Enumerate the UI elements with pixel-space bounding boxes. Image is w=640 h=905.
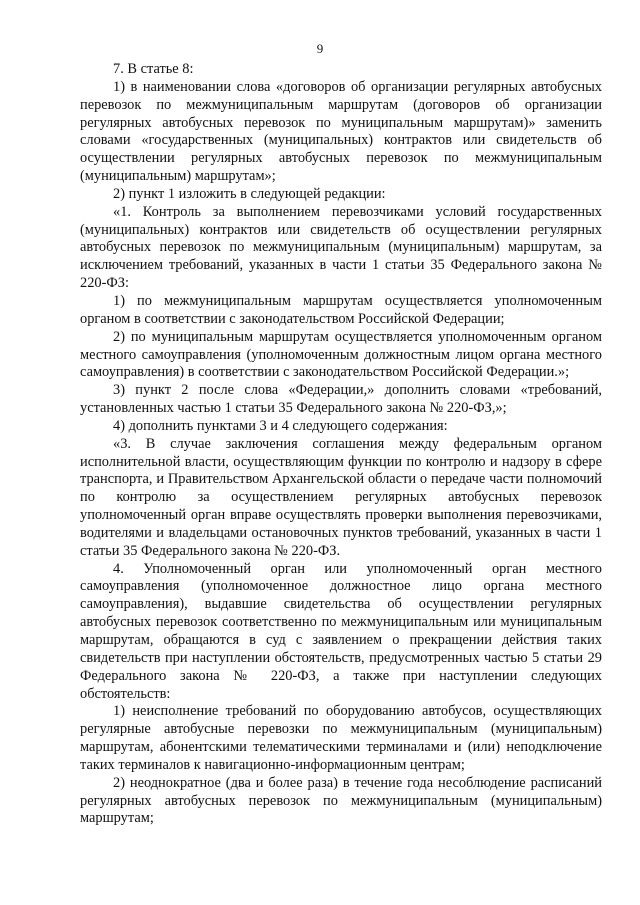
paragraph-point-4: 4. Уполномоченный орган или уполномоченный орган местного самоуправления (уполномоченное должностное лицо органа местного самоуправления), выдавшие свидетельства об осуществлении регулярных автобусных перевозок соответственно по межмуниципальным или муниципальным маршрутам, обращаются в суд с заявлением о прекращении действия таких свидетельств при наступлении обстоятельств, предусмотренных частью 5 статьи 29 Федерального закона № 220-ФЗ, а также при наступлении следующих обстоятельств: [80, 560, 602, 702]
paragraph-point-1-sub-1: 1) по межмуниципальным маршрутам осуществляется уполномоченным органом в соответствии с законодательством Российской Федерации; [80, 292, 602, 327]
paragraph-point-3: «3. В случае заключения соглашения между федеральным органом исполнительной власти, осуществляющим функции по контролю и надзору в сфере транспорта, и Правительством Архангельской области о передаче части полномочий по контролю за осуществлением регулярных автобусных перевозок уполномоченный орган вправе осуществлять проверки выполнения перевозчиками, водителями и владельцами остановочных пунктов требований, указанных в части 1 статьи 35 Федерального закона № 220-ФЗ. [80, 435, 602, 559]
paragraph-point-1-control: «1. Контроль за выполнением перевозчиками условий государственных (муниципальных) контрактов или свидетельств об осуществлении регулярных автобусных перевозок по межмуниципальным (муниципальным) маршрутам, за исключением требований, указанных в части 1 статьи 35 Федерального закона № 220-ФЗ: [80, 203, 602, 292]
page-number: 9 [316, 41, 324, 56]
paragraph-point-1-sub-2: 2) по муниципальным маршрутам осуществляется уполномоченным органом местного самоуправления (уполномоченным должностным лицом органа местного самоуправления) в соответствии с законодательством Российской Федерации.»; [80, 328, 602, 381]
document-body [80, 61, 602, 828]
paragraph-item-4-intro: 4) дополнить пунктами 3 и 4 следующего содержания: [113, 417, 448, 434]
paragraph-point-4-sub-2: 2) неоднократное (два и более раза) в течение года несоблюдение расписаний регулярных автобусных перевозок по межмуниципальным (муниципальным) маршрутам; [80, 774, 602, 827]
paragraph-item-2-intro: 2) пункт 1 изложить в следующей редакции: [113, 185, 386, 202]
paragraph-article-8-heading: 7. В статье 8: [113, 61, 194, 77]
paragraph-point-4-sub-1: 1) неисполнение требований по оборудованию автобусов, осуществляющих регулярные автобусные перевозки по межмуниципальным (муниципальным) маршрутам, абонентскими телематическими терминалами и (или) неподключение таких терминалов к навигационно-информационным центрам; [80, 703, 602, 773]
paragraph-item-3: 3) пункт 2 после слова «Федерации,» дополнить словами «требований, установленных частью 1 статьи 35 Федерального закона № 220-ФЗ,»; [80, 382, 602, 417]
paragraph-item-1-title-change: 1) в наименовании слова «договоров об организации регулярных автобусных перевозок по межмуниципальным маршрутам (договоров об организации регулярных автобусных перевозок по муниципальным маршрутам)» заменить словами «государственных (муниципальных) контрактов или свидетельств об осуществлении регулярных автобусных перевозок по межмуниципальным (муниципальным) маршрутам»; [80, 78, 602, 185]
